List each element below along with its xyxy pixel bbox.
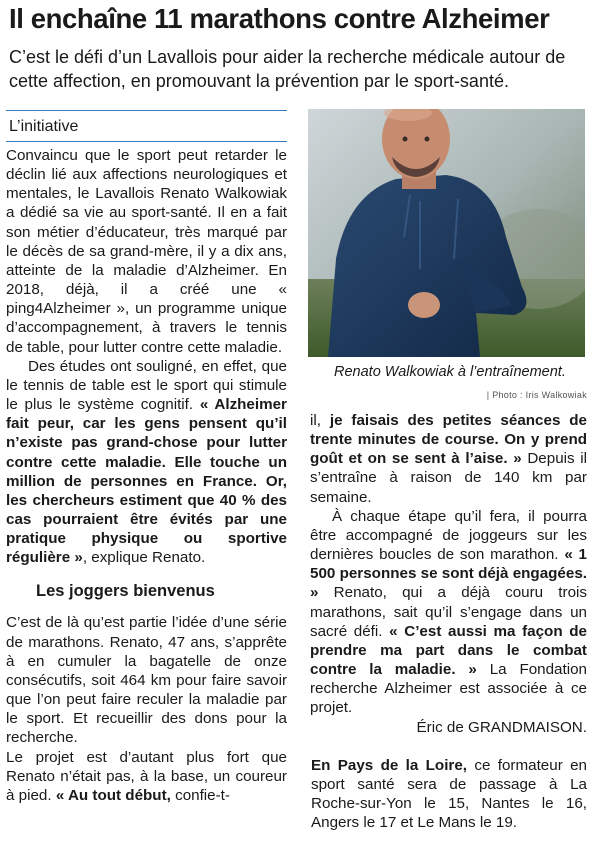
regional-box-text: ce formateur en sport santé sera de passage à La Roche-sur-Yon le 15, Nantes le 16, Angers le 17 et Le Mans le 19. [311,756,587,831]
paragraph-4-text: Le projet est d’autant plus fort que Renato n’était pas, à la base, un coureur à pied. [6,748,287,804]
left-column [6,146,287,805]
right-paragraph-1 [310,411,587,507]
right-paragraph-2-quote-2: « C’est aussi ma façon de prendre ma part dans le combat contre la maladie. » [310,622,587,679]
subheading: Les joggers bienvenus [36,582,215,601]
right-paragraph-1-end: Depuis il s’entraîne à raison de 140 km par semaine. [310,450,587,506]
right-paragraph-2-quote: « 1 500 personnes se sont déjà engagées. » [310,546,587,602]
paragraph-4-end: confie-t- [175,786,230,804]
kicker-top-rule [6,110,287,111]
right-paragraph-1-start: il, [310,412,321,429]
paragraph-1: Convaincu que le sport peut retarder le déclin lié aux affections neurologiques et mentales, le Lavallois Renato Walkowiak a dédié sa vie au sport-santé. Il en a fait son métier d’éducateur, très marqué par le décès de sa grand-mère, il y a dix ans, atteinte de la maladie d’Alzheimer. En 2018, déjà, il a créé une « ping4Alzheimer », un programme unique d’accompagnement, à travers le tennis de table, pour lutter contre cette maladie. [6,147,287,356]
paragraph-2-end: , explique Renato. [82,549,206,567]
regional-box-bold: En Pays de la Loire, [311,756,468,774]
paragraph-4 [6,748,287,805]
runner-photo [308,109,585,357]
kicker: L’initiative [9,118,79,135]
kicker-bottom-rule [6,141,287,142]
paragraph-2 [6,357,287,568]
paragraph-2-text: Des études ont souligné, en effet, que le tennis de table est le sport qui stimule le plus le système cognitif. [6,357,287,414]
runner-eye-right [425,137,430,142]
headline: Il enchaîne 11 marathons contre Alzheimer [9,3,550,34]
paragraph-4-quote: « Au tout début, [55,786,171,804]
right-paragraph-2-text: À chaque étape qu’il fera, il pourra être accompagné de joggeurs sur les dernières boucles de son marathon. [310,507,587,564]
paragraph-2-quote: « Alzheimer fait peur, car les gens pensent qu’il n’existe pas grand-chose pour lutter contre cette maladie. Elle touche un million de personnes en France. Or, les chercheurs estiment que 40 % des cas pourraient être évités par une pratique physique ou sportive régulière » [6,396,287,567]
photo-caption: Renato Walkowiak à l’entraînement. [334,364,566,380]
standfirst: C’est le défi d’un Lavallois pour aider la recherche médicale autour de cette affection, en promouvant la prévention par le sport-santé. [9,47,566,91]
right-paragraph-1-quote: je faisais des petites séances de trente minutes de course. On y prend goût et on se sent à l’aise. » [310,412,587,468]
regional-box [310,756,587,833]
runner-eye-left [403,137,408,142]
right-paragraph-2-end: La Fondation recherche Alzheimer est associée à ce projet. [310,661,587,717]
right-column [310,411,587,832]
runner-hand [408,292,440,318]
paragraph-3: C’est de là qu’est partie l’idée d’une série de marathons. Renato, 47 ans, s’apprête à en cumuler la bagatelle de onze consécutifs, soit 464 km pour faire savoir que l’on peut faire reculer la maladie par le sport. Et recueillir des dons pour la recherche. [6,614,287,747]
right-paragraph-2 [310,507,587,718]
signature: Éric de GRANDMAISON. [416,718,587,736]
right-paragraph-2-mid: Renato, qui a déjà couru trois marathons, sait qu’il s’engage dans un sacré défi. [310,584,587,640]
photo-credit: | Photo : Iris Walkowiak [486,390,587,400]
